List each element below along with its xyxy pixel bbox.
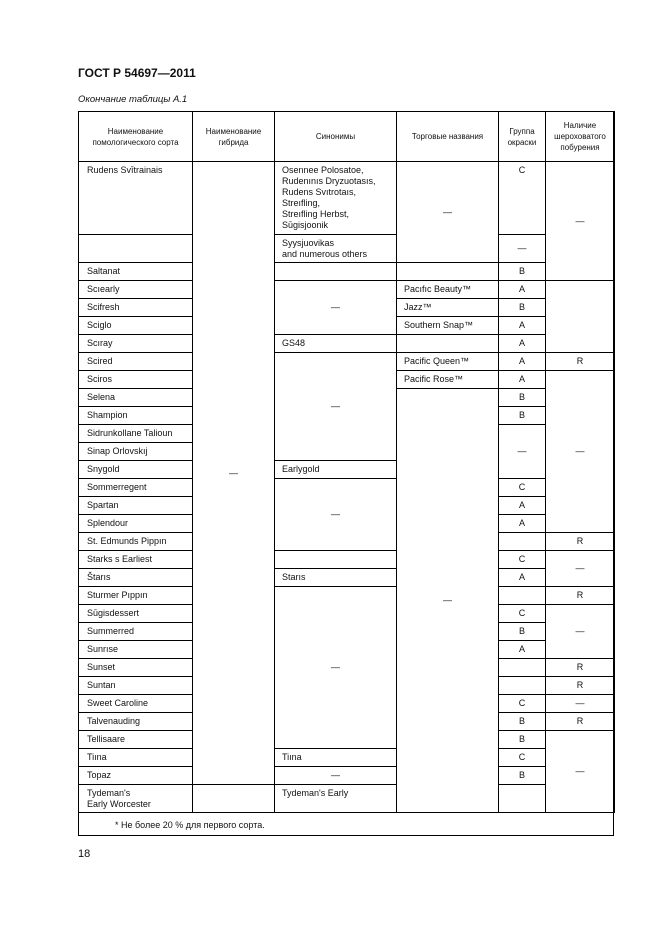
synonyms-cell: — [275, 281, 397, 335]
sort-cell: Sommerregent [79, 479, 193, 497]
trade-cell: — [397, 389, 499, 813]
russet-cell: R [546, 659, 615, 677]
trade-cell: Jazz™ [397, 299, 499, 317]
sort-cell: Saltanat [79, 263, 193, 281]
col-header-group: Группа окраски [499, 112, 546, 162]
synonyms-cell: Syysjuovikas and numerous others [275, 235, 397, 263]
group-cell: C [499, 551, 546, 569]
synonyms-cell: Earlygold [275, 461, 397, 479]
sort-cell: Topaz [79, 767, 193, 785]
sort-cell: Sinap Orlovskıj [79, 443, 193, 461]
group-cell: A [499, 569, 546, 587]
table-row [79, 162, 615, 235]
group-cell: B [499, 299, 546, 317]
sort-cell: Scıearly [79, 281, 193, 299]
russet-cell: — [546, 551, 615, 587]
group-cell: A [499, 335, 546, 353]
group-cell: C [499, 605, 546, 623]
group-cell: A [499, 515, 546, 533]
sort-cell: Scired [79, 353, 193, 371]
russet-cell: R [546, 587, 615, 605]
sort-cell [79, 235, 193, 263]
trade-cell [397, 263, 499, 281]
group-cell: A [499, 497, 546, 515]
group-cell: A [499, 371, 546, 389]
col-header-hybrid: Наименование гибрида [193, 112, 275, 162]
col-header-sort: Наименование помологического сорта [79, 112, 193, 162]
table-row [79, 235, 615, 263]
sort-cell: Suntan [79, 677, 193, 695]
table-row [79, 479, 615, 497]
sort-cell: Shampion [79, 407, 193, 425]
sort-cell: Spartan [79, 497, 193, 515]
col-header-trade: Торговые названия [397, 112, 499, 162]
group-cell [499, 587, 546, 605]
table-row [79, 551, 615, 569]
group-cell: B [499, 623, 546, 641]
table-row [79, 353, 615, 371]
document-header: ГОСТ Р 54697—2011 [78, 66, 196, 80]
sort-cell: Sunrıse [79, 641, 193, 659]
synonyms-cell: Tiına [275, 749, 397, 767]
hybrid-cell [193, 785, 275, 813]
table-footnote: * Не более 20 % для первого сорта. [115, 820, 265, 830]
sort-cell: Snygold [79, 461, 193, 479]
sort-cell: Tydeman's Early Worcester [79, 785, 193, 813]
group-cell: C [499, 749, 546, 767]
table-row [79, 335, 615, 353]
group-cell: C [499, 479, 546, 497]
table-row [79, 785, 615, 813]
russet-cell: R [546, 713, 615, 731]
synonyms-cell [275, 263, 397, 281]
sort-cell: Selena [79, 389, 193, 407]
synonyms-cell: Osennee Polosatoe, Rudenınıs Dryzuotasıs, Rudens Svıtrotaıs, Streıfling, Streıfling Herbst, Sūgisjoonik [275, 162, 397, 235]
sort-cell: St. Edmunds Pippın [79, 533, 193, 551]
sort-cell: Štarıs [79, 569, 193, 587]
group-cell: B [499, 263, 546, 281]
group-cell: — [499, 235, 546, 263]
trade-cell: Southern Snap™ [397, 317, 499, 335]
apple-varieties-table [78, 111, 615, 813]
sort-cell: Sunset [79, 659, 193, 677]
group-cell [499, 533, 546, 551]
sort-cell: Scıray [79, 335, 193, 353]
group-cell: B [499, 713, 546, 731]
group-cell: B [499, 767, 546, 785]
synonyms-cell: Starıs [275, 569, 397, 587]
trade-cell: Pacıfıc Beauty™ [397, 281, 499, 299]
sort-cell: Tiına [79, 749, 193, 767]
synonyms-cell: Tydeman's Early [275, 785, 397, 813]
sort-cell: Splendour [79, 515, 193, 533]
russet-cell: R [546, 353, 615, 371]
table-row [79, 569, 615, 587]
russet-cell: R [546, 533, 615, 551]
table-row [79, 767, 615, 785]
group-cell: B [499, 731, 546, 749]
hybrid-cell: — [193, 162, 275, 785]
sort-cell: Talvenauding [79, 713, 193, 731]
synonyms-cell: — [275, 353, 397, 461]
sort-cell: Sweet Caroline [79, 695, 193, 713]
sort-cell: Sturmer Pıppın [79, 587, 193, 605]
russet-cell: — [546, 695, 615, 713]
russet-cell [546, 281, 615, 353]
col-header-russet: Наличие шероховатого побурения [546, 112, 615, 162]
group-cell: A [499, 353, 546, 371]
synonyms-cell [275, 551, 397, 569]
sort-cell: Starks s Earliest [79, 551, 193, 569]
trade-cell: Pacific Rose™ [397, 371, 499, 389]
russet-cell: — [546, 371, 615, 533]
sort-cell: Rudens Svītrainais [79, 162, 193, 235]
synonyms-cell: — [275, 479, 397, 551]
group-cell: — [499, 425, 546, 479]
group-cell: B [499, 407, 546, 425]
sort-cell: Scifresh [79, 299, 193, 317]
table-header-row [79, 112, 615, 162]
sort-cell: Summerred [79, 623, 193, 641]
sort-cell: Sciglo [79, 317, 193, 335]
group-cell: A [499, 641, 546, 659]
synonyms-cell: — [275, 767, 397, 785]
trade-cell: — [397, 162, 499, 263]
trade-cell: Pacific Queen™ [397, 353, 499, 371]
group-cell: A [499, 317, 546, 335]
sort-cell: Sciros [79, 371, 193, 389]
group-cell [499, 677, 546, 695]
table-row [79, 749, 615, 767]
russet-cell: R [546, 677, 615, 695]
trade-cell [499, 785, 546, 813]
group-cell [499, 659, 546, 677]
group-cell: A [499, 281, 546, 299]
sort-cell: Sidrunkollane Talioun [79, 425, 193, 443]
group-cell: B [499, 389, 546, 407]
sort-cell: Tellisaare [79, 731, 193, 749]
synonyms-cell: GS48 [275, 335, 397, 353]
russet-cell: — [546, 162, 615, 281]
sort-cell: Sūgisdessert [79, 605, 193, 623]
russet-cell: — [546, 731, 615, 813]
russet-cell: — [546, 605, 615, 659]
col-header-synonyms: Синонимы [275, 112, 397, 162]
table-row [79, 263, 615, 281]
synonyms-cell: — [275, 587, 397, 749]
table-row [79, 281, 615, 299]
group-cell: C [499, 162, 546, 235]
table-row [79, 587, 615, 605]
group-cell: C [499, 695, 546, 713]
table-caption: Окончание таблицы А.1 [78, 94, 188, 105]
trade-cell [397, 335, 499, 353]
page-number: 18 [78, 848, 91, 860]
